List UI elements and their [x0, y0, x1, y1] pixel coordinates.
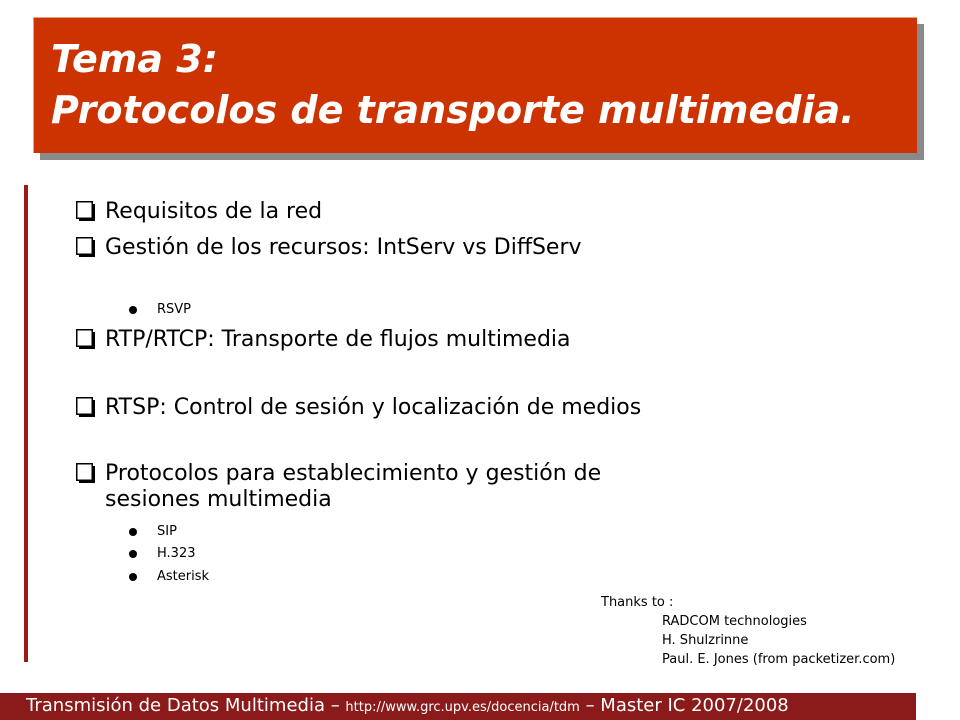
dot-bullet-icon [129, 528, 137, 536]
bullet-item-text: RTSP: Control de sesión y localización de medios [105, 395, 642, 420]
left-vertical-rule [24, 185, 28, 662]
sub-bullet-rsvp [129, 302, 191, 318]
slide-title-line-2: Protocolos de transporte multimedia. [51, 88, 855, 132]
thanks-name: RADCOM technologies [662, 614, 807, 629]
sub-bullet-text: H.323 [157, 546, 196, 561]
dot-bullet-icon [129, 306, 137, 314]
title-banner [33, 17, 917, 153]
bullet-item-rtp [76, 327, 665, 353]
dot-bullet-icon [129, 573, 137, 581]
footer-url-link[interactable]: http://www.grc.upv.es/docencia/tdm [345, 700, 580, 715]
bullet-item-protocolos [76, 461, 665, 513]
sub-bullet-text: Asterisk [157, 569, 210, 584]
checkbox-bullet-icon [76, 463, 95, 484]
bullet-item-text: Protocolos para establecimiento y gestión de sesiones multimedia [105, 461, 602, 512]
sub-bullet-text: RSVP [157, 302, 192, 317]
thanks-heading: Thanks to : [601, 595, 674, 610]
bullet-item-text: Requisitos de la red [105, 199, 323, 224]
thanks-name: H. Shulzrinne [662, 633, 749, 648]
footer-text [26, 695, 789, 719]
bullet-item-text: Gestión de los recursos: IntServ vs DiffServ [105, 235, 582, 260]
sub-bullet-text: SIP [157, 524, 177, 539]
dot-bullet-icon [129, 550, 137, 558]
thanks-name: Paul. E. Jones (from packetizer.com) [662, 652, 896, 667]
bullet-item-gestion [76, 235, 665, 261]
bullet-item-rtsp [76, 395, 665, 421]
bullet-item-text: RTP/RTCP: Transporte de flujos multimedia [105, 327, 571, 352]
footer-bar [0, 693, 916, 720]
checkbox-bullet-icon [76, 329, 95, 350]
bullet-item-requisitos [76, 199, 665, 225]
checkbox-bullet-icon [76, 201, 95, 222]
footer-course-name: Transmisión de Datos Multimedia – [26, 695, 346, 716]
acknowledgements [601, 593, 895, 669]
checkbox-bullet-icon [76, 397, 95, 418]
sub-bullet-asterisk [129, 569, 209, 585]
checkbox-bullet-icon [76, 237, 95, 258]
sub-bullet-sip [129, 524, 177, 540]
sub-bullet-h323 [129, 546, 196, 562]
slide-title-line-1: Tema 3: [51, 37, 218, 81]
footer-program: – Master IC 2007/2008 [579, 695, 789, 716]
